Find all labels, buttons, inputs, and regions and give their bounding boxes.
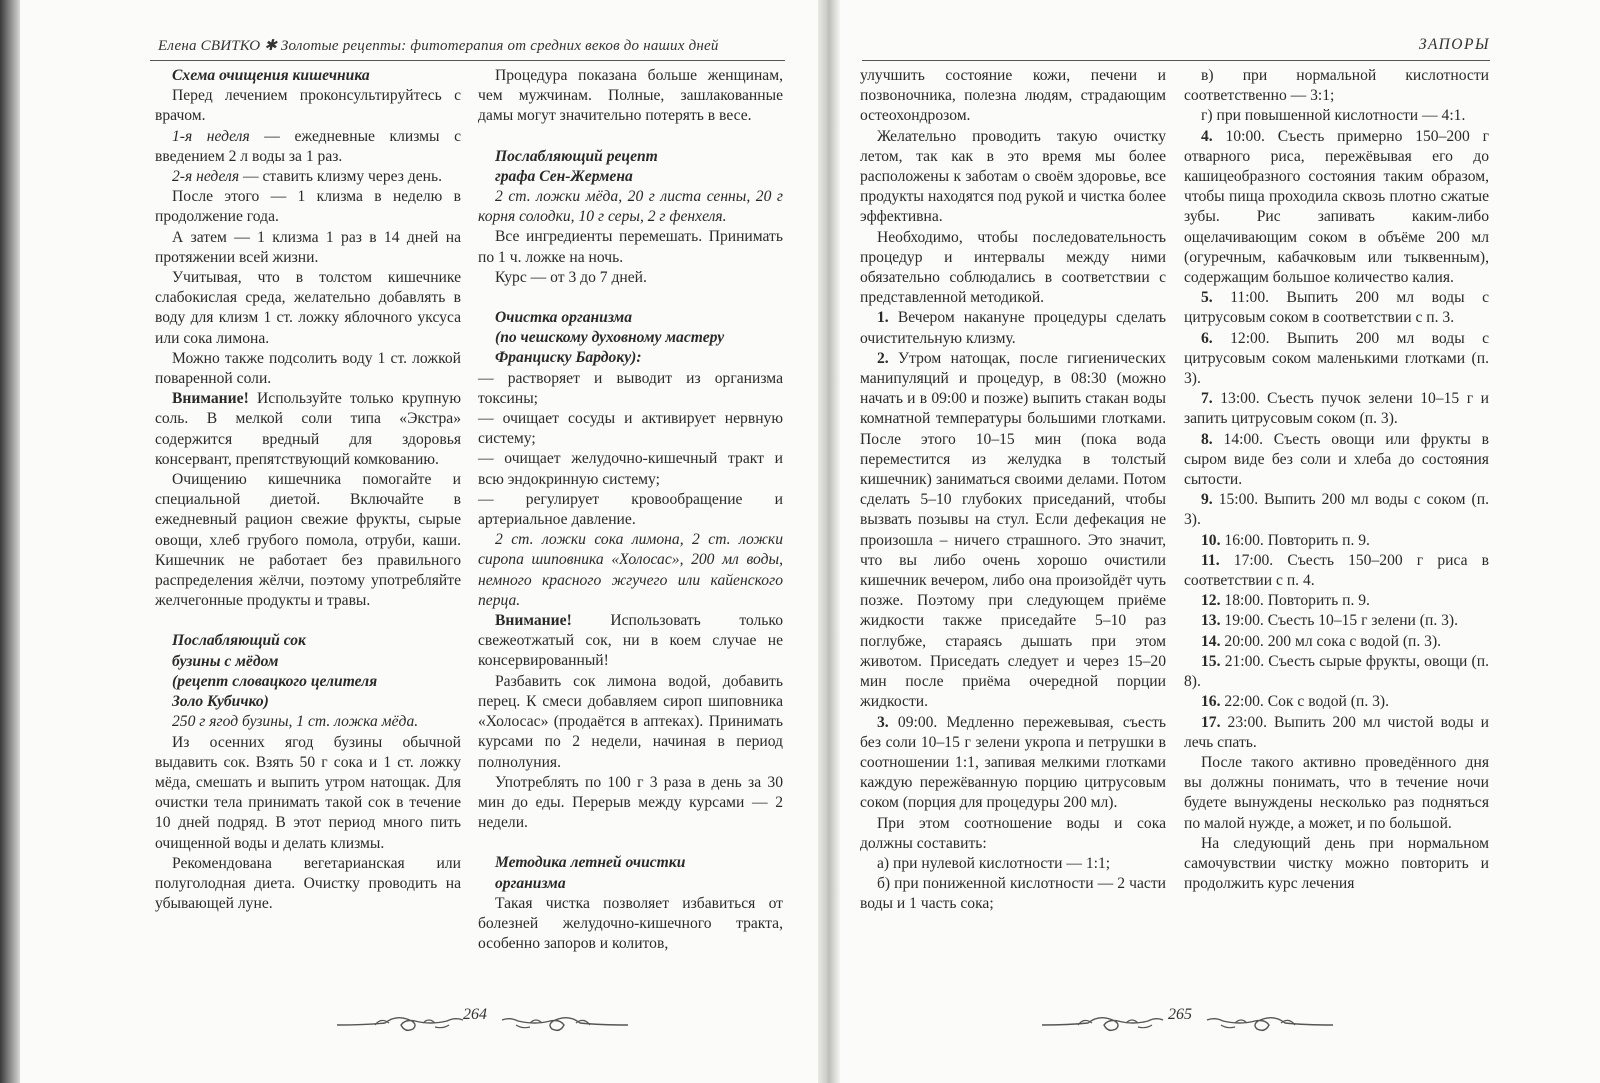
paragraph: После такого активно проведённого дня вы должны понимать, что в течение ночи будете вынуждены несколько раз подняться по малой нужде, а может, и по большой. [1184, 753, 1489, 832]
left-running-head: Елена СВИТКО ✱ Золотые рецепты: фитотерапия от средних веков до наших дней [158, 38, 719, 54]
list-item: в) при нормальной кислотности соответственно — 3:1; [1184, 67, 1489, 105]
left-footer-ornament-b [500, 1011, 630, 1033]
right-footer-ornament-a [1040, 1011, 1165, 1033]
list-item: г) при повышенной кислотности — 4:1. [1201, 107, 1466, 125]
heading-saint-germain: Послабляющий рецепт [495, 147, 658, 165]
step: 9. 15:00. Выпить 200 мл воды с соком (п. 3). [1184, 491, 1489, 529]
step: 16. 22:00. Сок с водой (п. 3). [1201, 693, 1390, 711]
paragraph: Очищению кишечника помогайте и специальной диетой. Включайте в ежедневный рацион свежие фрукты, сырые овощи, хлеб грубого помола, отруби, каши. Кишечник не работает без правильного распределения жёлчи, поэтому употребляйте желчегонные продукты и травы. [155, 471, 461, 610]
step: 8. 14:00. Съесть овощи или фрукты в сыром виде без соли и хлеба до состояния сытости. [1184, 430, 1489, 489]
step: 10. 16:00. Повторить п. 9. [1201, 531, 1370, 549]
right-column-1 [860, 66, 1166, 915]
step: 5. 11:00. Выпить 200 мл воды с цитрусовым соком в соответствии с п. 3. [1184, 289, 1489, 327]
right-running-head: ЗАПОРЫ [1418, 36, 1490, 53]
heading-saint-germain-line2: графа Сен-Жермена [495, 167, 633, 185]
paragraph: Внимание! Используйте только крупную соль. В мелкой соли типа «Экстра» содержится вредный для здоровья консервант, препятствующий комкованию. [155, 390, 461, 468]
left-footer-ornament-a [335, 1011, 465, 1033]
paragraph: Такая чистка позволяет избавиться от болезней желудочно-кишечного тракта, особенно запоров и колитов, [478, 894, 783, 953]
list-item: а) при нулевой кислотности — 1:1; [877, 854, 1111, 872]
paragraph: Разбавить сок лимона водой, добавить перец. К смеси добавляем сироп шиповника «Холосас» (продаётся в аптеках). Принимать курсами по 2 недели, начиная в период полнолуния. [478, 672, 783, 771]
left-column-2 [478, 66, 783, 954]
paragraph: 1-я неделя — ежедневные клизмы с введением 2 л воды за 1 раз. [155, 127, 461, 165]
left-column-1 [155, 66, 461, 914]
step: 15. 21:00. Съесть сырые фрукты, овощи (п. 8). [1184, 652, 1489, 691]
ingredients: 2 ст. ложки сока лимона, 2 ст. ложки сиропа шиповника «Холосас», 200 мл воды, немного красного жгучего или кайенского перца. [478, 531, 783, 609]
list-item: — очищает сосуды и активирует нервную систему; [478, 410, 783, 448]
step: 1. Вечером накануне процедуры сделать очистительную клизму. [860, 309, 1166, 347]
list-item: — очищает желудочно-кишечный тракт и всю эндокринную систему; [478, 450, 783, 488]
step: 2. Утром натощак, после гигиенических манипуляций и процедур, в 08:30 (можно начать и в 09:00 и позже) выпить стакан воды комнатной температуры большими глотками. После этого 10–15 мин (пока вода переместится из желудка в толстый кишечник) заниматься своими делами. Потом сделать 5–10 глубоких приседаний, чтобы вызвать позывы на стул. Если дефекация не произошла – ничего страшного. Это значит, что вы либо очень хорошо очистили кишечник вечером, либо она произойдёт чуть позже. Поэтому при следующем приёме жидкости также приседайте 5–10 раз поглубже, стараясь дышать при этом животом. Приседать следует и через 15–20 мин после приёма очередной порции жидкости. [860, 349, 1166, 711]
book-edge [0, 0, 20, 1083]
heading-elder-juice: Послабляющий сок [172, 632, 306, 650]
heading-elder-juice-line2: бузины с мёдом [172, 652, 279, 670]
paragraph: Необходимо, чтобы последовательность процедур и интервалы между ними обязательно соблюдались в соответствии с представленной методикой. [860, 228, 1166, 307]
paragraph: улучшить состояние кожи, печени и позвоночника, полезна людям, страдающим остеохондрозом. [860, 67, 1166, 125]
paragraph: Употреблять по 100 г 3 раза в день за 30 мин до еды. Перерыв между курсами — 2 недели. [478, 773, 783, 832]
step: 7. 13:00. Съесть пучок зелени 10–15 г и запить цитрусовым соком (п. 3). [1184, 390, 1489, 428]
right-column-2 [1184, 66, 1489, 894]
paragraph: Внимание! Использовать только свежеотжатый сок, ни в коем случае не консервированный! [478, 612, 783, 670]
heading-bowel-cleansing: Схема очищения кишечника [172, 67, 370, 84]
paragraph: На следующий день при нормальном самочувствии чистку можно повторить и продолжить курс лечения [1184, 834, 1489, 893]
heading-elder-juice-line4: Золо Кубичко) [172, 693, 269, 711]
heading-body-cleansing-line3: Франциску Бардоку): [495, 349, 642, 367]
heading-elder-juice-line3: (рецепт словацкого целителя [172, 672, 378, 690]
book-gutter [818, 0, 840, 1083]
paragraph: Процедура показана больше женщинам, чем мужчинам. Полные, зашлакованные дамы могут значительно потерять в весе. [478, 67, 783, 125]
left-header-rule [150, 60, 785, 61]
step: 3. 09:00. Медленно пережевывая, съесть без соли 10–15 г зелени укропа и петрушки в соотношении 1:1, запивая мелкими глотками каждую пережёванную порцию цитрусовым соком (порция для процедуры 200 мл). [860, 713, 1166, 812]
step: 6. 12:00. Выпить 200 мл воды с цитрусовым соком маленькими глотками (п. 3). [1184, 329, 1489, 388]
heading-summer-cleansing-line2: организма [495, 874, 566, 892]
heading-body-cleansing-line2: (по чешскому духовному мастеру [495, 329, 725, 347]
step: 12. 18:00. Повторить п. 9. [1201, 592, 1370, 610]
list-item: б) при пониженной кислотности — 2 части воды и 1 часть сока; [860, 875, 1166, 913]
paragraph: 2-я неделя — ставить клизму через день. [172, 168, 442, 186]
list-item: — регулирует кровообращение и артериальное давление. [478, 490, 783, 529]
paragraph: Из осенних ягод бузины обычной выдавить сок. Взять 50 г сока и 1 ст. ложку мёда, смешать и выпить утром натощак. Для очистки тела принимать такой сок в течение 10 дней подряд. В этот период много пить очищенной воды и делать клизмы. [155, 733, 461, 852]
paragraph: Учитывая, что в толстом кишечнике слабокислая среда, желательно добавлять в воду для клизм 1 ст. ложку яблочного уксуса или сока лимона. [155, 269, 461, 347]
step: 17. 23:00. Выпить 200 мл чистой воды и лечь спать. [1184, 713, 1489, 751]
paragraph: Можно также подсолить воду 1 ст. ложкой поваренной соли. [155, 349, 461, 388]
heading-body-cleansing: Очистка организма [495, 309, 633, 327]
list-item: — растворяет и выводит из организма токсины; [478, 369, 783, 407]
paragraph: Желательно проводить такую очистку летом, так как в это время мы более расположены к заботам о своём здоровье, все продукты находятся под рукой и чистка более эффективна. [860, 127, 1166, 226]
left-page-number: 264 [463, 1006, 487, 1023]
paragraph: Все ингредиенты перемешать. Принимать по 1 ч. ложке на ночь. [478, 228, 783, 266]
paragraph: При этом соотношение воды и сока должны составить: [860, 814, 1166, 852]
step: 4. 10:00. Съесть примерно 150–200 г отварного риса, пережёвывая его до кашицеобразного состояния таким образом, чтобы пища проходила сквозь плотно сжатые зубы. Рис запивать каким-либо ощелачивающим соком в объёме 200 мл (огуречным, кабачковым или тыквенным), содержащим большое количество калия. [1184, 127, 1489, 287]
heading-summer-cleansing: Методика летней очистки [495, 854, 686, 872]
ingredients: 2 ст. ложки мёда, 20 г листа сенны, 20 г корня солодки, 10 г серы, 2 г фенхеля. [478, 188, 783, 226]
paragraph: Курс — от 3 до 7 дней. [495, 268, 647, 286]
paragraph: А затем — 1 клизма 1 раз в 14 дней на протяжении всей жизни. [155, 228, 461, 266]
step: 13. 19:00. Съесть 10–15 г зелени (п. 3). [1201, 612, 1459, 630]
step: 14. 20:00. 200 мл сока с водой (п. 3). [1201, 632, 1442, 650]
paragraph: После этого — 1 клизма в неделю в продолжение года. [155, 188, 461, 226]
right-header-rule [862, 60, 1490, 61]
ingredients: 250 г ягод бузины, 1 ст. ложка мёда. [172, 713, 419, 731]
step: 11. 17:00. Съесть 150–200 г риса в соответствии с п. 4. [1184, 551, 1489, 590]
right-page-number: 265 [1168, 1006, 1192, 1023]
paragraph: Рекомендована вегетарианская или полуголодная диета. Очистку проводить на убывающей луне. [155, 854, 461, 913]
right-footer-ornament-b [1205, 1011, 1335, 1033]
paragraph: Перед лечением проконсультируйтесь с врачом. [155, 87, 461, 125]
